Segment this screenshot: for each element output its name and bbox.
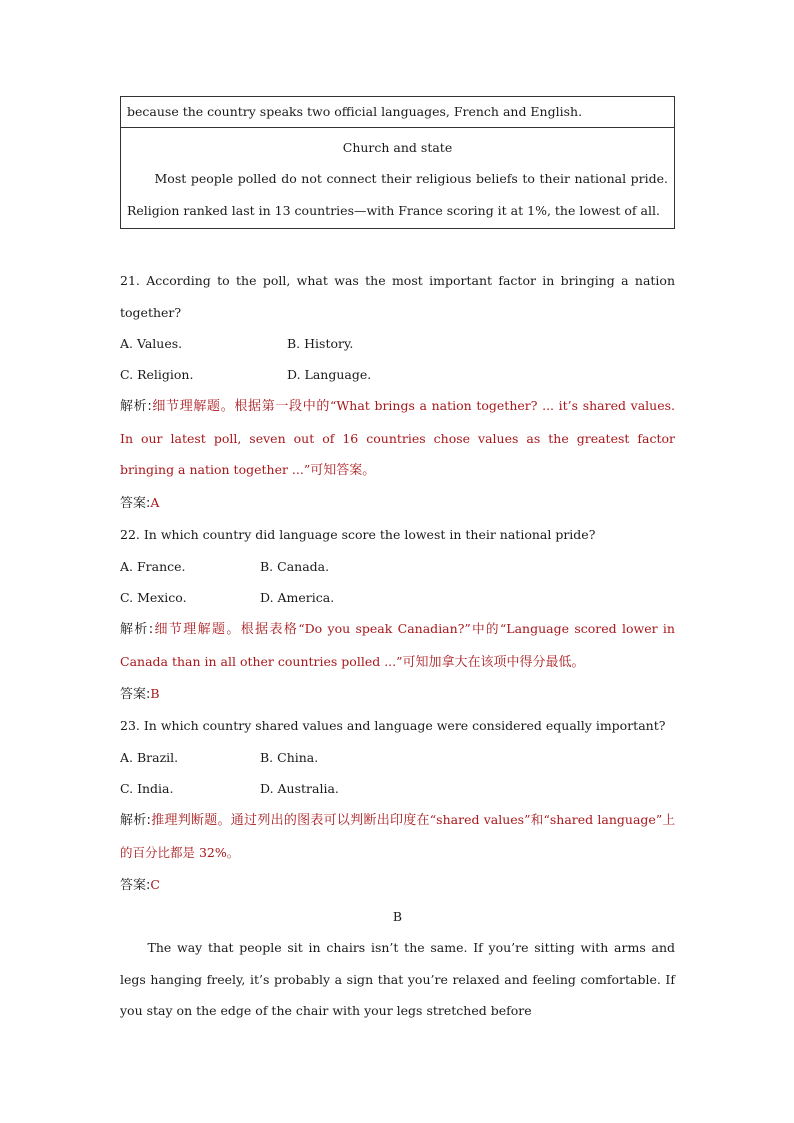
option-c: C. Mexico. xyxy=(120,589,187,605)
analysis xyxy=(120,804,675,869)
options-row xyxy=(120,773,675,804)
question-block-23 xyxy=(120,710,675,901)
option-d: D. Language. xyxy=(287,367,372,383)
analysis xyxy=(120,390,675,487)
option-c: C. India. xyxy=(120,780,174,796)
option-d: D. America. xyxy=(260,589,335,605)
question-text: 23. In which country shared values and language were considered equally important? xyxy=(120,718,666,734)
table-church-cell xyxy=(121,128,675,229)
options-row xyxy=(120,359,675,390)
option-a: A. France. xyxy=(120,558,186,574)
option-a: A. Brazil. xyxy=(120,749,179,765)
answer-value: A xyxy=(150,494,160,510)
option-b: B. Canada. xyxy=(260,558,330,574)
analysis-quote: “Do you speak Canadian?”中的“Language scored lower in Canada than in all other countries polled ...” xyxy=(120,621,675,669)
answer-line xyxy=(120,487,675,519)
options-row xyxy=(120,551,675,582)
analysis-quote: “What brings a nation together? ... it’s shared values. In our latest poll, seven out of 16 countries chose values as the greatest factor bringing a nation together ...” xyxy=(120,398,675,478)
analysis xyxy=(120,613,675,678)
section-b-text: The way that people sit in chairs isn’t the same. If you’re sitting with arms and legs hanging freely, it’s probably a sign that you’re relaxed and feeling comfortable. If you stay on the edge of the chair with your legs stretched before xyxy=(120,940,675,1019)
answer-value: B xyxy=(150,686,160,702)
options-row xyxy=(120,582,675,613)
option-d: D. Australia. xyxy=(260,780,339,796)
option-b: B. History. xyxy=(287,336,354,351)
analysis-suffix: 可知加拿大在该项中得分最低。 xyxy=(402,654,585,670)
option-b: B. China. xyxy=(260,749,319,765)
analysis-prefix: 细节理解题。根据表格 xyxy=(153,622,299,638)
analysis-label: 解析: xyxy=(120,622,154,638)
options-row xyxy=(120,742,675,773)
section-text: Most people polled do not connect their religious beliefs to their national pride. Religion ranked last in 13 countries—with France scoring it at 1%, the lowest of all. xyxy=(127,171,668,218)
answer-label: 答案: xyxy=(120,878,151,894)
info-table xyxy=(120,96,675,229)
options-row xyxy=(120,328,675,359)
question-block-22 xyxy=(120,519,675,710)
question-text: 21. According to the poll, what was the most important factor in bringing a nation together? xyxy=(120,273,675,320)
answer-line xyxy=(120,869,675,901)
option-a: A. Values. xyxy=(120,336,183,351)
answer-label: 答案: xyxy=(120,687,151,703)
answer-value: C xyxy=(150,877,160,893)
analysis-prefix: 细节理解题。根据第一段中的 xyxy=(151,399,331,415)
question-block-21 xyxy=(120,265,675,519)
question-text: 22. In which country did language score the lowest in their national pride? xyxy=(120,527,596,543)
option-c: C. Religion. xyxy=(120,367,194,383)
analysis-suffix: 可知答案。 xyxy=(310,463,376,479)
section-heading: Church and state xyxy=(342,140,453,155)
analysis-label: 解析: xyxy=(120,399,152,415)
table-top-cell: because the country speaks two official languages, French and English. xyxy=(121,97,675,128)
analysis-label: 解析: xyxy=(120,813,151,829)
document-page xyxy=(120,96,675,1027)
section-b-title: B xyxy=(392,909,403,925)
answer-line xyxy=(120,678,675,710)
analysis-prefix: 推理判断题。通过列出的图表可以判断出印度在 xyxy=(150,813,430,829)
analysis-quote: “shared values”和“shared language”上的百分比都是 32%。 xyxy=(120,812,675,860)
answer-label: 答案: xyxy=(120,495,151,511)
